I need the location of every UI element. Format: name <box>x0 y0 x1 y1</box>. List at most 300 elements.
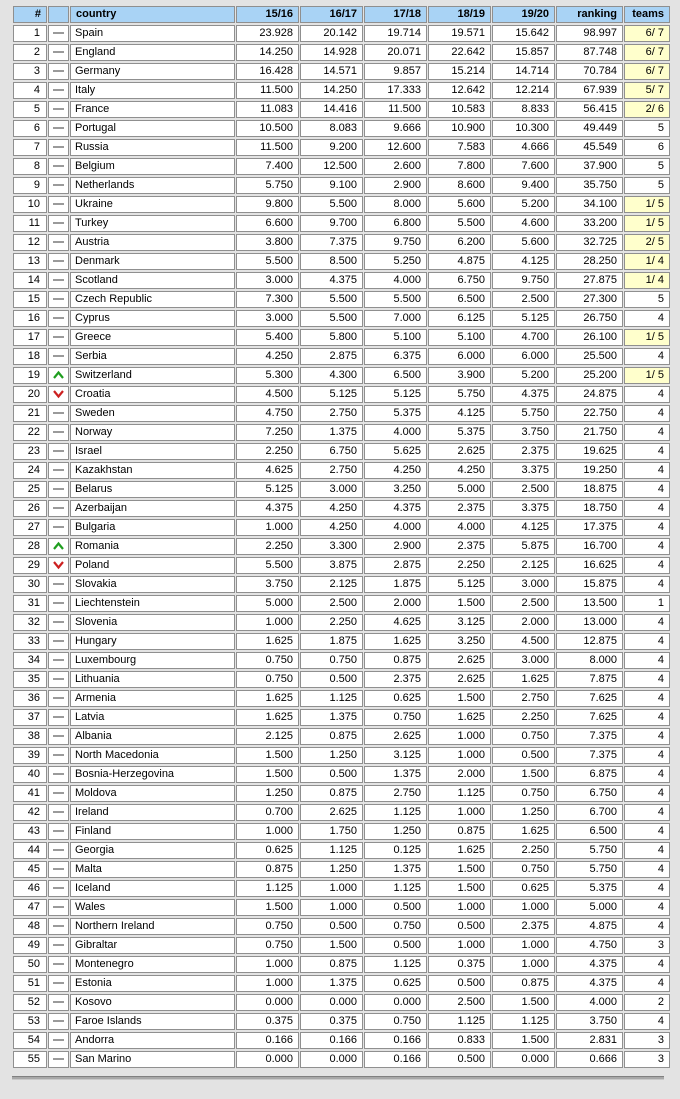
rank-cell: 25 <box>13 481 47 498</box>
season-value-cell: 7.250 <box>236 424 299 441</box>
teams-cell: 4 <box>624 918 670 935</box>
table-row <box>13 861 670 878</box>
table-row <box>13 671 670 688</box>
rank-cell: 12 <box>13 234 47 251</box>
trend-cell <box>48 500 69 517</box>
teams-cell: 1/ 4 <box>624 253 670 270</box>
trend-cell <box>48 956 69 973</box>
season-value-cell: 3.750 <box>236 576 299 593</box>
season-value-cell: 5.750 <box>492 405 555 422</box>
bottom-divider <box>12 1076 664 1080</box>
teams-cell: 4 <box>624 690 670 707</box>
season-value-cell: 5.500 <box>300 310 363 327</box>
season-value-cell: 2.125 <box>300 576 363 593</box>
trend-cell <box>48 139 69 156</box>
season-value-cell: 5.400 <box>236 329 299 346</box>
rank-cell: 38 <box>13 728 47 745</box>
rank-cell: 36 <box>13 690 47 707</box>
rank-cell: 8 <box>13 158 47 175</box>
trend-cell <box>48 880 69 897</box>
season-value-cell: 20.071 <box>364 44 427 61</box>
rank-cell: 41 <box>13 785 47 802</box>
season-value-cell: 2.250 <box>236 443 299 460</box>
ranking-cell: 56.415 <box>556 101 623 118</box>
season-value-cell: 1.375 <box>364 861 427 878</box>
trend-cell <box>48 82 69 99</box>
trend-cell <box>48 329 69 346</box>
table-row <box>13 747 670 764</box>
season-value-cell: 4.300 <box>300 367 363 384</box>
rank-cell: 23 <box>13 443 47 460</box>
season-value-cell: 6.200 <box>428 234 491 251</box>
season-value-cell: 0.166 <box>364 1032 427 1049</box>
trend-same-icon <box>53 735 64 737</box>
trend-same-icon <box>53 773 64 775</box>
trend-cell <box>48 804 69 821</box>
season-value-cell: 2.250 <box>428 557 491 574</box>
table-row <box>13 25 670 42</box>
country-cell: Armenia <box>70 690 235 707</box>
season-value-cell: 1.875 <box>300 633 363 650</box>
table-row <box>13 709 670 726</box>
season-value-cell: 1.000 <box>492 956 555 973</box>
season-value-cell: 1.000 <box>236 519 299 536</box>
rank-cell: 20 <box>13 386 47 403</box>
season-value-cell: 1.000 <box>428 747 491 764</box>
season-value-cell: 5.250 <box>364 253 427 270</box>
rank-cell: 49 <box>13 937 47 954</box>
season-value-cell: 7.375 <box>300 234 363 251</box>
country-cell: Serbia <box>70 348 235 365</box>
season-value-cell: 0.750 <box>236 671 299 688</box>
season-value-cell: 1.500 <box>300 937 363 954</box>
season-value-cell: 9.750 <box>492 272 555 289</box>
season-value-cell: 1.375 <box>300 424 363 441</box>
season-value-cell: 0.500 <box>300 918 363 935</box>
rank-cell: 9 <box>13 177 47 194</box>
season-value-cell: 12.642 <box>428 82 491 99</box>
rank-cell: 32 <box>13 614 47 631</box>
rank-cell: 11 <box>13 215 47 232</box>
season-value-cell: 3.375 <box>492 462 555 479</box>
table-row <box>13 253 670 270</box>
season-value-cell: 5.200 <box>492 196 555 213</box>
country-cell: Greece <box>70 329 235 346</box>
teams-cell: 1/ 4 <box>624 272 670 289</box>
season-value-cell: 7.000 <box>364 310 427 327</box>
trend-same-icon <box>53 1039 64 1041</box>
column-header-season-1516: 15/16 <box>236 6 299 23</box>
season-value-cell: 1.000 <box>428 937 491 954</box>
trend-same-icon <box>53 849 64 851</box>
season-value-cell: 2.250 <box>492 709 555 726</box>
table-row <box>13 291 670 308</box>
season-value-cell: 19.571 <box>428 25 491 42</box>
season-value-cell: 2.875 <box>300 348 363 365</box>
season-value-cell: 0.166 <box>300 1032 363 1049</box>
country-cell: Denmark <box>70 253 235 270</box>
trend-same-icon <box>53 70 64 72</box>
season-value-cell: 6.750 <box>428 272 491 289</box>
season-value-cell: 2.500 <box>492 481 555 498</box>
season-value-cell: 2.250 <box>236 538 299 555</box>
ranking-cell: 6.750 <box>556 785 623 802</box>
ranking-cell: 13.000 <box>556 614 623 631</box>
trend-cell <box>48 994 69 1011</box>
season-value-cell: 5.000 <box>236 595 299 612</box>
ranking-cell: 6.875 <box>556 766 623 783</box>
trend-cell <box>48 1032 69 1049</box>
teams-cell: 6 <box>624 139 670 156</box>
season-value-cell: 2.625 <box>428 652 491 669</box>
season-value-cell: 1.125 <box>492 1013 555 1030</box>
teams-cell: 4 <box>624 538 670 555</box>
trend-same-icon <box>53 298 64 300</box>
trend-same-icon <box>53 32 64 34</box>
country-cell: Czech Republic <box>70 291 235 308</box>
season-value-cell: 10.900 <box>428 120 491 137</box>
trend-cell <box>48 595 69 612</box>
season-value-cell: 0.375 <box>236 1013 299 1030</box>
teams-cell: 4 <box>624 500 670 517</box>
teams-cell: 6/ 7 <box>624 63 670 80</box>
trend-cell <box>48 120 69 137</box>
country-cell: Hungary <box>70 633 235 650</box>
season-value-cell: 15.857 <box>492 44 555 61</box>
season-value-cell: 6.800 <box>364 215 427 232</box>
table-row <box>13 785 670 802</box>
season-value-cell: 1.375 <box>300 709 363 726</box>
season-value-cell: 22.642 <box>428 44 491 61</box>
season-value-cell: 23.928 <box>236 25 299 42</box>
table-row <box>13 899 670 916</box>
season-value-cell: 0.125 <box>364 842 427 859</box>
season-value-cell: 1.625 <box>236 633 299 650</box>
season-value-cell: 2.000 <box>364 595 427 612</box>
table-row <box>13 386 670 403</box>
rank-cell: 29 <box>13 557 47 574</box>
table-row <box>13 519 670 536</box>
ranking-cell: 7.625 <box>556 709 623 726</box>
season-value-cell: 0.500 <box>428 918 491 935</box>
ranking-cell: 25.200 <box>556 367 623 384</box>
teams-cell: 1/ 5 <box>624 196 670 213</box>
table-row <box>13 367 670 384</box>
table-row <box>13 44 670 61</box>
rank-cell: 34 <box>13 652 47 669</box>
trend-same-icon <box>53 355 64 357</box>
season-value-cell: 1.500 <box>492 766 555 783</box>
rank-cell: 6 <box>13 120 47 137</box>
table-row <box>13 310 670 327</box>
season-value-cell: 0.875 <box>300 785 363 802</box>
rank-cell: 19 <box>13 367 47 384</box>
season-value-cell: 0.500 <box>300 766 363 783</box>
trend-same-icon <box>53 89 64 91</box>
country-cell: Malta <box>70 861 235 878</box>
trend-same-icon <box>53 184 64 186</box>
teams-cell: 1/ 5 <box>624 215 670 232</box>
rank-cell: 55 <box>13 1051 47 1068</box>
trend-same-icon <box>53 583 64 585</box>
country-cell: Cyprus <box>70 310 235 327</box>
ranking-cell: 8.000 <box>556 652 623 669</box>
trend-cell <box>48 576 69 593</box>
season-value-cell: 1.000 <box>428 804 491 821</box>
season-value-cell: 11.500 <box>236 139 299 156</box>
trend-cell <box>48 177 69 194</box>
teams-cell: 4 <box>624 348 670 365</box>
country-cell: Georgia <box>70 842 235 859</box>
teams-cell: 2/ 5 <box>624 234 670 251</box>
ranking-cell: 18.875 <box>556 481 623 498</box>
season-value-cell: 1.375 <box>300 975 363 992</box>
teams-cell: 5 <box>624 291 670 308</box>
ranking-cell: 16.700 <box>556 538 623 555</box>
season-value-cell: 11.500 <box>364 101 427 118</box>
season-value-cell: 0.750 <box>492 728 555 745</box>
season-value-cell: 1.500 <box>428 880 491 897</box>
trend-same-icon <box>53 1020 64 1022</box>
trend-same-icon <box>53 165 64 167</box>
trend-cell <box>48 785 69 802</box>
season-value-cell: 7.583 <box>428 139 491 156</box>
teams-cell: 1/ 5 <box>624 329 670 346</box>
teams-cell: 4 <box>624 671 670 688</box>
season-value-cell: 3.125 <box>364 747 427 764</box>
ranking-cell: 98.997 <box>556 25 623 42</box>
teams-cell: 4 <box>624 747 670 764</box>
season-value-cell: 6.500 <box>428 291 491 308</box>
header-row <box>13 6 670 23</box>
rank-cell: 31 <box>13 595 47 612</box>
trend-cell <box>48 234 69 251</box>
season-value-cell: 0.625 <box>364 690 427 707</box>
ranking-cell: 37.900 <box>556 158 623 175</box>
table-row <box>13 1051 670 1068</box>
season-value-cell: 14.250 <box>236 44 299 61</box>
season-value-cell: 0.500 <box>428 975 491 992</box>
country-cell: Ukraine <box>70 196 235 213</box>
trend-cell <box>48 215 69 232</box>
season-value-cell: 4.375 <box>300 272 363 289</box>
season-value-cell: 4.750 <box>236 405 299 422</box>
rank-cell: 2 <box>13 44 47 61</box>
season-value-cell: 10.500 <box>236 120 299 137</box>
season-value-cell: 5.750 <box>428 386 491 403</box>
trend-cell <box>48 918 69 935</box>
season-value-cell: 1.000 <box>300 880 363 897</box>
season-value-cell: 14.416 <box>300 101 363 118</box>
trend-cell <box>48 348 69 365</box>
season-value-cell: 7.300 <box>236 291 299 308</box>
season-value-cell: 2.625 <box>428 443 491 460</box>
ranking-cell: 16.625 <box>556 557 623 574</box>
season-value-cell: 5.200 <box>492 367 555 384</box>
season-value-cell: 4.666 <box>492 139 555 156</box>
teams-cell: 4 <box>624 443 670 460</box>
season-value-cell: 0.166 <box>236 1032 299 1049</box>
season-value-cell: 2.500 <box>492 595 555 612</box>
season-value-cell: 3.300 <box>300 538 363 555</box>
country-cell: Estonia <box>70 975 235 992</box>
season-value-cell: 0.000 <box>364 994 427 1011</box>
teams-cell: 5/ 7 <box>624 82 670 99</box>
trend-cell <box>48 367 69 384</box>
season-value-cell: 1.125 <box>364 880 427 897</box>
season-value-cell: 9.750 <box>364 234 427 251</box>
teams-cell: 4 <box>624 481 670 498</box>
table-row <box>13 842 670 859</box>
teams-cell: 4 <box>624 614 670 631</box>
trend-same-icon <box>53 887 64 889</box>
season-value-cell: 0.625 <box>492 880 555 897</box>
rank-cell: 33 <box>13 633 47 650</box>
season-value-cell: 5.300 <box>236 367 299 384</box>
teams-cell: 4 <box>624 766 670 783</box>
season-value-cell: 1.000 <box>428 728 491 745</box>
ranking-cell: 7.625 <box>556 690 623 707</box>
trend-cell <box>48 462 69 479</box>
country-cell: Azerbaijan <box>70 500 235 517</box>
season-value-cell: 6.125 <box>428 310 491 327</box>
trend-same-icon <box>53 469 64 471</box>
trend-same-icon <box>53 51 64 53</box>
season-value-cell: 9.666 <box>364 120 427 137</box>
teams-cell: 4 <box>624 462 670 479</box>
trend-cell <box>48 519 69 536</box>
season-value-cell: 3.800 <box>236 234 299 251</box>
season-value-cell: 2.500 <box>300 595 363 612</box>
season-value-cell: 5.625 <box>364 443 427 460</box>
season-value-cell: 1.500 <box>428 690 491 707</box>
teams-cell: 4 <box>624 1013 670 1030</box>
trend-cell <box>48 557 69 574</box>
trend-cell <box>48 272 69 289</box>
season-value-cell: 1.000 <box>236 614 299 631</box>
trend-cell <box>48 158 69 175</box>
teams-cell: 4 <box>624 956 670 973</box>
country-cell: Portugal <box>70 120 235 137</box>
rank-cell: 47 <box>13 899 47 916</box>
season-value-cell: 4.600 <box>492 215 555 232</box>
season-value-cell: 0.750 <box>492 785 555 802</box>
season-value-cell: 15.214 <box>428 63 491 80</box>
season-value-cell: 5.500 <box>364 291 427 308</box>
season-value-cell: 10.583 <box>428 101 491 118</box>
season-value-cell: 0.375 <box>428 956 491 973</box>
teams-cell: 2 <box>624 994 670 1011</box>
table-row <box>13 63 670 80</box>
table-row <box>13 1032 670 1049</box>
trend-cell <box>48 386 69 403</box>
ranking-cell: 4.375 <box>556 956 623 973</box>
trend-cell <box>48 728 69 745</box>
table-row <box>13 215 670 232</box>
country-cell: Norway <box>70 424 235 441</box>
season-value-cell: 0.375 <box>300 1013 363 1030</box>
ranking-cell: 12.875 <box>556 633 623 650</box>
season-value-cell: 5.800 <box>300 329 363 346</box>
country-cell: Northern Ireland <box>70 918 235 935</box>
season-value-cell: 7.800 <box>428 158 491 175</box>
teams-cell: 6/ 7 <box>624 25 670 42</box>
season-value-cell: 2.750 <box>300 405 363 422</box>
table-row <box>13 120 670 137</box>
trend-cell <box>48 291 69 308</box>
season-value-cell: 4.250 <box>428 462 491 479</box>
teams-cell: 4 <box>624 899 670 916</box>
country-cell: Kosovo <box>70 994 235 1011</box>
season-value-cell: 1.625 <box>428 842 491 859</box>
rank-cell: 35 <box>13 671 47 688</box>
country-cell: Slovakia <box>70 576 235 593</box>
season-value-cell: 1.500 <box>236 766 299 783</box>
season-value-cell: 8.500 <box>300 253 363 270</box>
ranking-cell: 25.500 <box>556 348 623 365</box>
trend-cell <box>48 614 69 631</box>
trend-cell <box>48 652 69 669</box>
season-value-cell: 0.000 <box>492 1051 555 1068</box>
season-value-cell: 5.125 <box>236 481 299 498</box>
season-value-cell: 5.500 <box>236 557 299 574</box>
season-value-cell: 5.000 <box>428 481 491 498</box>
season-value-cell: 9.800 <box>236 196 299 213</box>
table-row <box>13 177 670 194</box>
season-value-cell: 3.000 <box>236 310 299 327</box>
ranking-cell: 3.750 <box>556 1013 623 1030</box>
trend-cell <box>48 310 69 327</box>
country-cell: Finland <box>70 823 235 840</box>
teams-cell: 4 <box>624 424 670 441</box>
teams-cell: 4 <box>624 975 670 992</box>
season-value-cell: 2.000 <box>428 766 491 783</box>
table-row <box>13 329 670 346</box>
rank-cell: 7 <box>13 139 47 156</box>
ranking-cell: 19.250 <box>556 462 623 479</box>
season-value-cell: 4.625 <box>364 614 427 631</box>
column-header-rank: # <box>13 6 47 23</box>
season-value-cell: 5.875 <box>492 538 555 555</box>
country-cell: Italy <box>70 82 235 99</box>
season-value-cell: 4.625 <box>236 462 299 479</box>
season-value-cell: 1.375 <box>364 766 427 783</box>
season-value-cell: 2.600 <box>364 158 427 175</box>
season-value-cell: 8.600 <box>428 177 491 194</box>
country-cell: Austria <box>70 234 235 251</box>
season-value-cell: 1.125 <box>300 690 363 707</box>
season-value-cell: 8.083 <box>300 120 363 137</box>
country-cell: Poland <box>70 557 235 574</box>
ranking-cell: 22.750 <box>556 405 623 422</box>
trend-cell <box>48 899 69 916</box>
trend-same-icon <box>53 925 64 927</box>
table-row <box>13 557 670 574</box>
season-value-cell: 0.833 <box>428 1032 491 1049</box>
trend-cell <box>48 747 69 764</box>
season-value-cell: 0.750 <box>236 918 299 935</box>
ranking-cell: 27.300 <box>556 291 623 308</box>
ranking-cell: 4.000 <box>556 994 623 1011</box>
country-cell: Spain <box>70 25 235 42</box>
season-value-cell: 5.100 <box>428 329 491 346</box>
trend-cell <box>48 823 69 840</box>
season-value-cell: 2.750 <box>492 690 555 707</box>
ranking-cell: 4.875 <box>556 918 623 935</box>
column-header-country: country <box>70 6 235 23</box>
table-row <box>13 158 670 175</box>
trend-cell <box>48 842 69 859</box>
